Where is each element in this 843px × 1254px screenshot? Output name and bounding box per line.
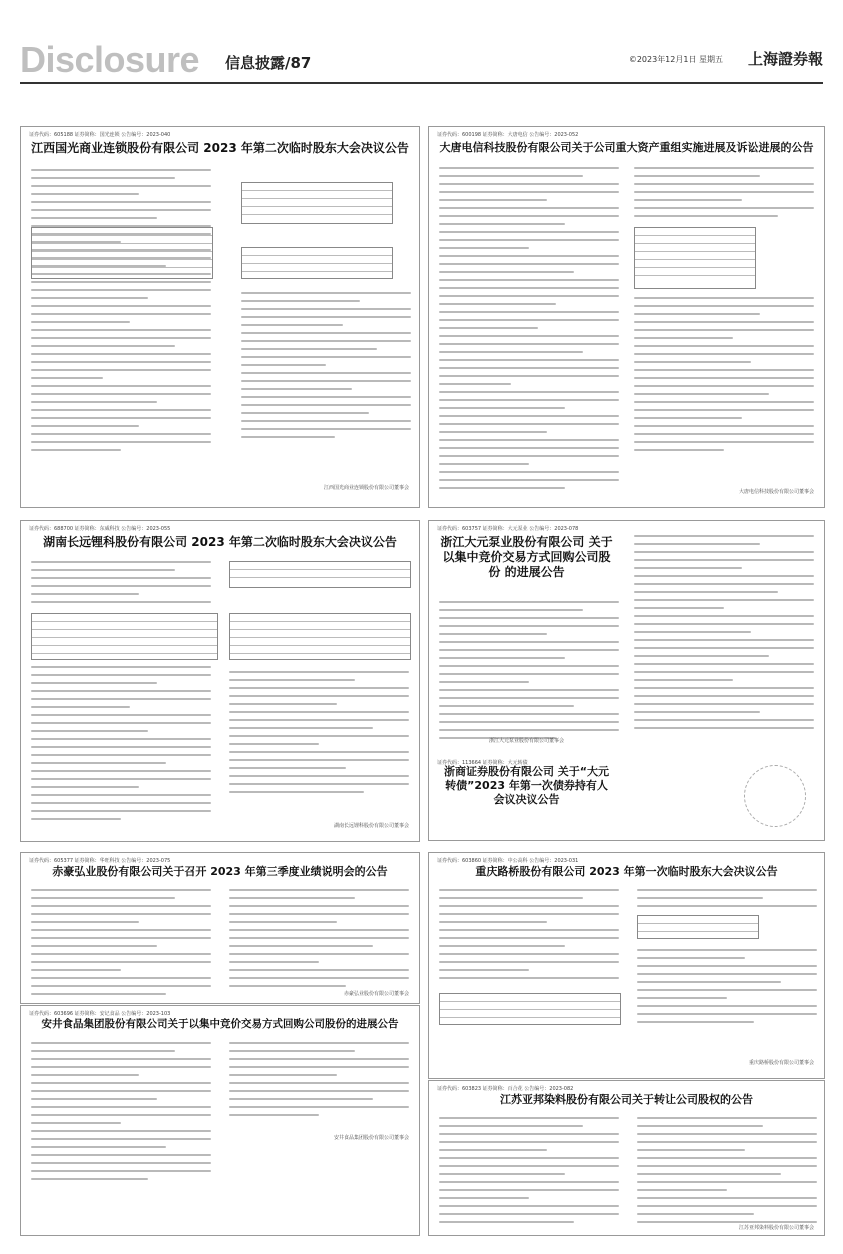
company-seal [744, 765, 806, 827]
notice-panel [428, 852, 825, 1079]
notice-body [31, 169, 211, 457]
notice-title: 江西国光商业连锁股份有限公司 2023 年第二次临时股东大会决议公告 [31, 141, 409, 155]
notice-panel [20, 852, 420, 1004]
notice-body [229, 671, 409, 799]
data-table [241, 247, 393, 279]
masthead-word: Disclosure [20, 39, 200, 80]
notice-panel [20, 520, 420, 842]
data-table [634, 227, 756, 289]
notice-panel [428, 520, 825, 757]
notice-signature: 重庆路桥股份有限公司董事会 [748, 1060, 814, 1066]
notice-panel [428, 1080, 825, 1236]
notice-signature: 大唐电信科技股份有限公司董事会 [738, 489, 814, 495]
notice-meta: 证券代码：605188 证券简称：国光连锁 公告编号：2023-040 [29, 132, 171, 138]
notice-body [229, 889, 409, 993]
notice-meta: 证券代码：688700 证券简称：东威科技 公告编号：2023-055 [29, 526, 171, 532]
data-table [637, 915, 759, 939]
notice-signature: 浙江大元泵业股份有限公司董事会 [489, 738, 565, 744]
header-rule [20, 82, 823, 84]
notice-body [241, 292, 411, 444]
notice-meta: 证券代码：113664 证券简称：大元转债 [437, 760, 528, 766]
data-table [229, 613, 411, 660]
notice-signature: 赤豪弘业股份有限公司董事会 [343, 991, 409, 997]
notice-panel [428, 755, 825, 841]
notice-title: 安井食品集团股份有限公司关于以集中竞价交易方式回购公司股份的进展公告 [41, 1018, 399, 1030]
notice-body [634, 535, 814, 735]
notice-body [229, 1042, 409, 1122]
notice-body [637, 889, 817, 913]
date-line: ©2023年12月1日 星期五 [628, 55, 723, 64]
notice-body [637, 949, 817, 1029]
notice-body [439, 889, 619, 985]
data-table [31, 227, 213, 279]
notice-body [439, 1117, 619, 1229]
masthead [20, 40, 823, 80]
notice-panel [20, 126, 420, 508]
data-table [229, 561, 411, 588]
notice-meta: 证券代码：603823 证券简称：百合花 公告编号：2023-082 [437, 1086, 574, 1092]
notice-body [439, 167, 619, 495]
notice-body [31, 666, 211, 826]
notice-meta: 证券代码：603860 证券简称：中公高科 公告编号：2023-031 [437, 858, 579, 864]
notice-body [439, 601, 619, 745]
notice-body [31, 889, 211, 1001]
data-table [31, 613, 218, 660]
notice-signature: 安井食品集团股份有限公司董事会 [333, 1135, 409, 1141]
section-label: 信息披露/87 [225, 54, 312, 72]
data-table [241, 182, 393, 224]
newspaper-brand: 上海證券報 [747, 50, 823, 68]
notice-title: 赤豪弘业股份有限公司关于召开 2023 年第三季度业绩说明会的公告 [52, 865, 388, 878]
notice-body [31, 1042, 211, 1186]
data-table [439, 993, 621, 1025]
notice-meta: 证券代码：600198 证券简称：大唐电信 公告编号：2023-052 [437, 132, 579, 138]
notice-signature: 湖南长远锂科股份有限公司董事会 [333, 823, 409, 829]
notice-body [31, 561, 211, 609]
notice-title: 大唐电信科技股份有限公司关于公司重大资产重组实施进展及诉讼进展的公告 [439, 141, 814, 154]
notice-title: 江苏亚邦染料股份有限公司关于转让公司股权的公告 [500, 1093, 753, 1106]
notice-body [637, 1117, 817, 1229]
notice-panel [20, 1005, 420, 1236]
notice-title: 浙商证券股份有限公司 关于“大元转债”2023 年第一次债券持有人 会议决议公告 [443, 765, 610, 806]
notice-title: 重庆路桥股份有限公司 2023 年第一次临时股东大会决议公告 [475, 865, 778, 878]
notice-meta: 证券代码：603696 证券简称：安记食品 公告编号：2023-103 [29, 1011, 171, 1017]
notice-panel [428, 126, 825, 508]
notice-body [634, 167, 814, 223]
notice-signature: 江苏亚邦染料股份有限公司董事会 [738, 1225, 814, 1231]
notice-meta: 证券代码：603757 证券简称：大元泵业 公告编号：2023-078 [437, 526, 579, 532]
notice-meta: 证券代码：605377 证券简称：华旺科技 公告编号：2023-075 [29, 858, 171, 864]
notice-title: 湖南长远锂科股份有限公司 2023 年第二次临时股东大会决议公告 [43, 535, 397, 549]
notice-signature: 江西国光商业连锁股份有限公司董事会 [323, 485, 409, 491]
notice-title: 浙江大元泵业股份有限公司 关于以集中竞价交易方式回购公司股份 的进展公告 [440, 535, 613, 579]
notice-body [634, 297, 814, 457]
